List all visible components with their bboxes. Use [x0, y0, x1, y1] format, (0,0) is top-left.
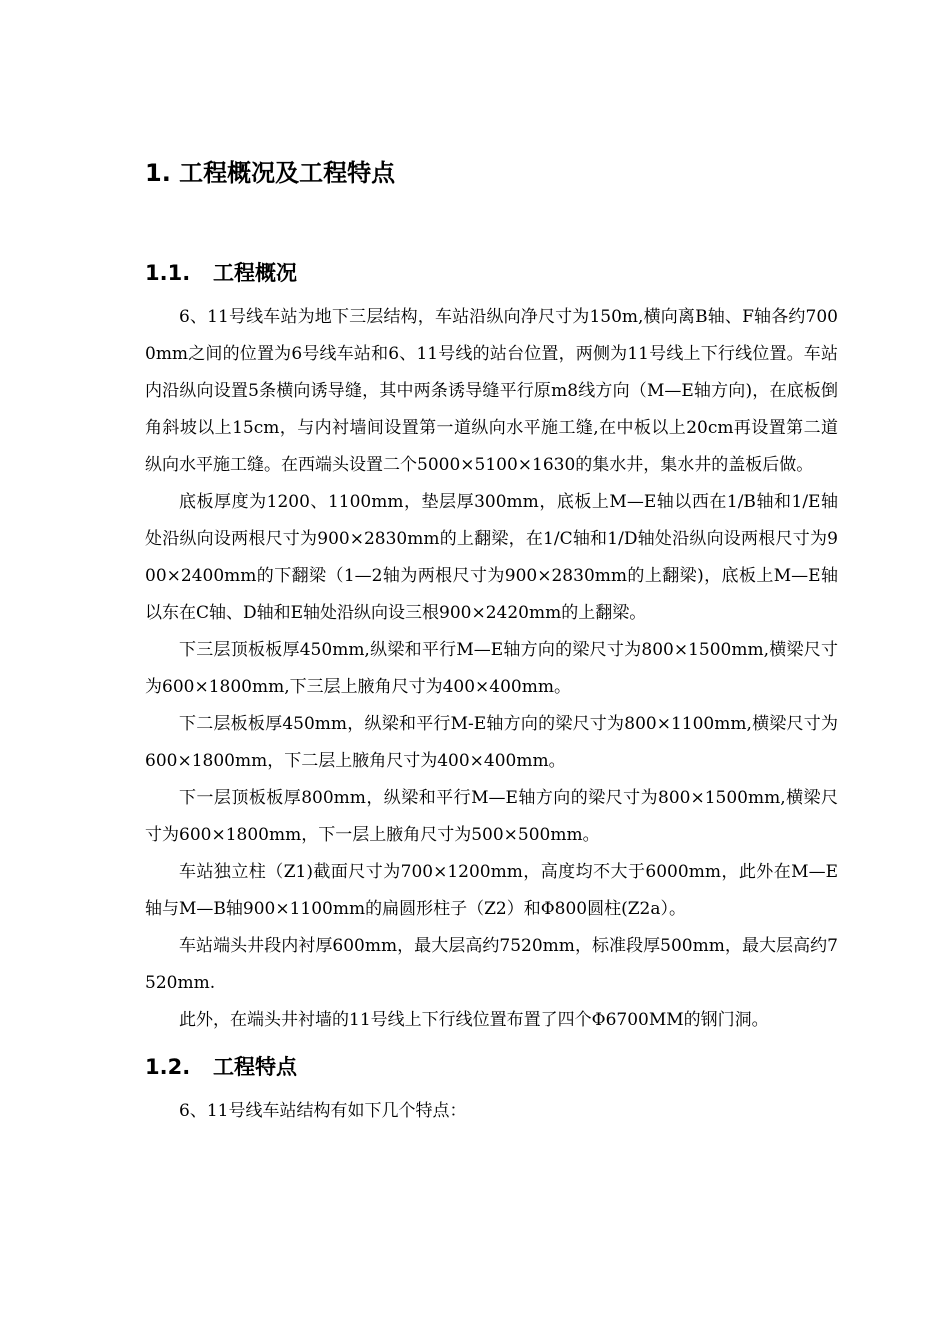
section-heading-1: 1. 工程概况及工程特点: [145, 159, 396, 187]
paragraph: 下三层顶板板厚450mm,纵梁和平行M—E轴方向的梁尺寸为800×1500mm,横梁尺寸为600×1800mm,下三层上腋角尺寸为400×400mm。: [145, 640, 838, 697]
paragraph: 下二层板板厚450mm，纵梁和平行M-E轴方向的梁尺寸为800×1100mm,横梁尺寸为600×1800mm，下二层上腋角尺寸为400×400mm。: [145, 714, 838, 771]
paragraph: 6、11号线车站结构有如下几个特点：: [179, 1101, 467, 1121]
section-heading-1-1: [145, 257, 838, 289]
section-title: 工程特点: [213, 1055, 297, 1079]
paragraph: 下一层顶板板厚800mm，纵梁和平行M—E轴方向的梁尺寸为800×1500mm,横梁尺寸为600×1800mm，下一层上腋角尺寸为500×500mm。: [145, 788, 838, 845]
paragraph: 6、11号线车站为地下三层结构，车站沿纵向净尺寸为150m,横向离B轴、F轴各约7000mm之间的位置为6号线车站和6、11号线的站台位置，两侧为11号线上下行线位置。车站内沿纵向设置5条横向诱导缝，其中两条诱导缝平行原m8线方向（M—E轴方向)，在底板倒角斜坡以上15cm，与内衬墙间设置第一道纵向水平施工缝,在中板以上20cm再设置第二道纵向水平施工缝。在西端头设置二个5000×5100×1630的集水井，集水井的盖板后做。: [145, 307, 838, 475]
section-number: 1.1.: [145, 261, 191, 285]
paragraph: 车站独立柱（Z1)截面尺寸为700×1200mm，高度均不大于6000mm，此外在M—E轴与M—B轴900×1100mm的扁圆形柱子（Z2）和Φ800圆柱(Z2a）。: [145, 862, 838, 919]
paragraph: 底板厚度为1200、1100mm，垫层厚300mm，底板上M—E轴以西在1/B轴和1/E轴处沿纵向设两根尺寸为900×2830mm的上翻梁，在1/C轴和1/D轴处沿纵向设两根尺寸为900×2400mm的下翻梁（1—2轴为两根尺寸为900×2830mm的上翻梁)，底板上M—E轴以东在C轴、D轴和E轴处沿纵向设三根900×2420mm的上翻梁。: [145, 492, 838, 623]
paragraph: 此外，在端头井衬墙的11号线上下行线位置布置了四个Φ6700MM的钢门洞。: [179, 1010, 769, 1030]
section-number: 1.2.: [145, 1055, 191, 1079]
section-title: 工程概况: [213, 261, 297, 285]
section-heading-1-2: [145, 1051, 838, 1083]
paragraph: 车站端头井段内衬厚600mm，最大层高约7520mm，标准段厚500mm，最大层高约7520mm.: [145, 936, 838, 993]
